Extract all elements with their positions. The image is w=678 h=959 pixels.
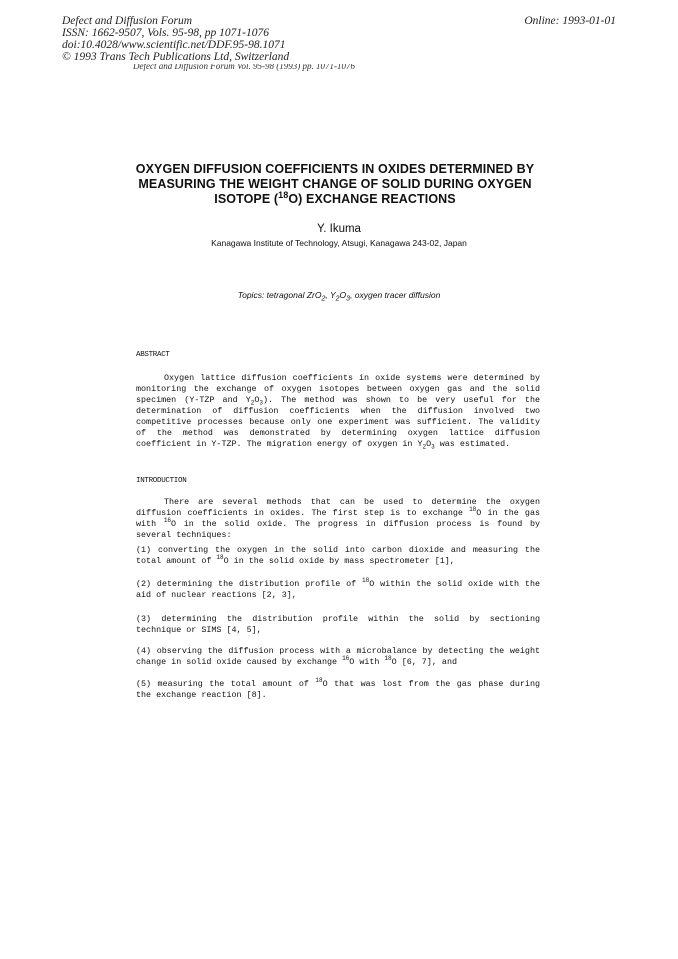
list-item-5 <box>136 679 540 701</box>
topics-b-sub: 2 <box>335 295 340 303</box>
item1-b: O in the solid oxide by mass spectrometer [1], <box>223 556 455 566</box>
item4-c: O [6, 7], and <box>391 657 457 667</box>
topics-a-sub: 2 <box>321 295 326 303</box>
intro-p1-a: There are several methods that can be used to determine the oxygen diffusion coefficients in oxides. The first step is to exchange <box>136 497 540 518</box>
intro-p1-sup2: 16 <box>163 517 172 525</box>
title-isotope-sup: 18 <box>278 189 289 200</box>
topics-b: , Y <box>325 290 336 300</box>
abstract-s1: 2 <box>250 399 255 407</box>
affiliation: Kanagawa Institute of Technology, Atsugi, Kanagawa 243-02, Japan <box>211 238 467 248</box>
title-line-1: OXYGEN DIFFUSION COEFFICIENTS IN OXIDES DETERMINED BY <box>135 162 535 176</box>
intro-p1-b: O in the gas with <box>136 508 540 529</box>
title-line-3-b: O) EXCHANGE REACTIONS <box>288 192 456 206</box>
intro-p1-sup1: 18 <box>469 506 477 514</box>
topics-c: O <box>339 290 347 300</box>
copyright-line: © 1993 Trans Tech Publications Ltd, Switzerland <box>62 51 290 63</box>
item1-sup: 18 <box>216 554 224 562</box>
topics-line <box>0 290 678 303</box>
item4-sup1: 16 <box>342 655 350 663</box>
topics-a: Topics: tetragonal ZrO <box>237 290 322 300</box>
intro-paragraph <box>136 497 540 541</box>
abstract-t1: Oxygen lattice diffusion coefficients in oxide systems were determined by monitoring the exchange of oxygen isotopes between oxygen gas and the solid specimen (Y-TZP and Y <box>136 373 540 405</box>
item5-b: O that was lost from the gas phase during the exchange reaction [8]. <box>136 679 540 700</box>
doi-link[interactable]: doi:10.4028/www.scientific.net/DDF.95-98.1071 <box>62 39 286 51</box>
title-line-3 <box>120 189 550 207</box>
item5-sup: 18 <box>315 677 323 685</box>
running-head <box>133 64 355 72</box>
item2-b: O within the solid oxide with the aid of nuclear reactions [2, 3], <box>136 579 541 600</box>
running-head-text: Defect and Diffusion Forum Vol. 95-98 (1993) pp. 1071-1076 <box>133 64 355 71</box>
list-item-3: (3) determining the distribution profile within the solid by sectioning technique or SIMS [4, 5], <box>136 614 540 635</box>
abstract-s3: 2 <box>422 443 427 451</box>
item4-sup2: 18 <box>384 655 392 663</box>
item4-b: O with <box>349 657 385 667</box>
list-item-1 <box>136 545 540 567</box>
abstract-t5: was estimated. <box>434 439 511 449</box>
introduction-heading: INTRODUCTION <box>136 477 187 485</box>
abstract-t4: O <box>426 439 432 449</box>
paper-title <box>120 162 550 207</box>
item2-a: (2) determining the distribution profile of <box>136 579 363 589</box>
title-line-3-a: ISOTOPE ( <box>214 192 279 206</box>
journal-name: Defect and Diffusion Forum <box>62 15 192 27</box>
list-item-2 <box>136 579 540 601</box>
item1-a: (1) converting the oxygen in the solid into carbon dioxide and measuring the total amount of <box>136 545 540 566</box>
abstract-s2: 3 <box>259 399 264 407</box>
abstract-t3: ). The method was shown to be very useful for the determination of diffusion coefficients when the diffusion involved two competitive processes because only one experiment was sufficient. The validity of the method was demonstrated by determining oxygen lattice diffusion coefficient in Y-TZP. The migration energy of oxygen in Y <box>136 395 541 449</box>
item2-sup: 18 <box>362 577 370 585</box>
abstract-t2: O <box>254 395 260 405</box>
item4-a: (4) observing the diffusion process with a microbalance by detecting the weight change in solid oxide caused by exchange <box>136 646 540 667</box>
list-item-4 <box>136 646 540 668</box>
abstract-paragraph <box>136 373 540 450</box>
author-name: Y. Ikuma <box>317 223 361 235</box>
issn-line: ISSN: 1662-9507, Vols. 95-98, pp 1071-1076 <box>62 27 269 39</box>
online-date: Online: 1993-01-01 <box>524 15 616 27</box>
topics-c-sub: 3 <box>346 295 351 303</box>
abstract-heading: ABSTRACT <box>136 351 170 359</box>
publication-info <box>62 15 289 63</box>
abstract-s4: 3 <box>431 443 435 451</box>
topics-d: , oxygen tracer diffusion <box>350 290 441 300</box>
item5-a: (5) measuring the total amount of <box>136 679 316 689</box>
title-line-2: MEASURING THE WEIGHT CHANGE OF SOLID DURING OXYGEN <box>138 177 532 191</box>
intro-p1-c: O in the solid oxide. The progress in diffusion process is found by several techniques: <box>136 519 540 540</box>
